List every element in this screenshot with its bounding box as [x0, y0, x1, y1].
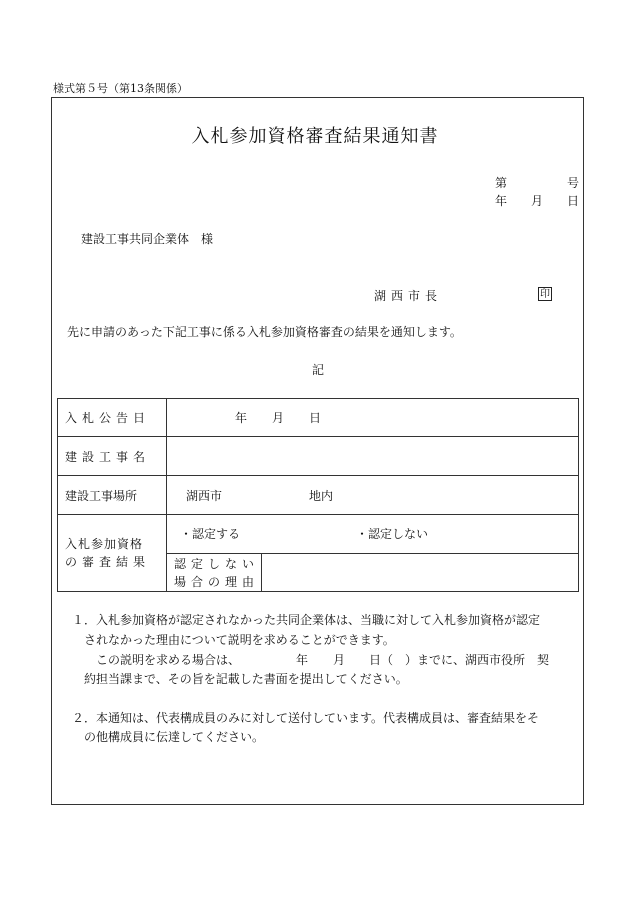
ki-heading: 記: [312, 363, 325, 377]
table-row-divider: [58, 514, 578, 515]
intro-text: 先に申請のあった下記工事に係る入札参加資格審査の結果を通知します。: [67, 325, 462, 339]
note-1-line-3-month: 月: [333, 653, 346, 667]
date-day: 日: [567, 194, 580, 208]
note-1-line-3-b: ）までに、湖西市役所 契: [405, 653, 550, 667]
note-1-line-1: １．入札参加資格が認定されなかった共同企業体は、当職に対して入札参加資格が認定: [72, 613, 541, 627]
document-title: 入札参加資格審査結果通知書: [191, 126, 439, 147]
option-reject: ・認定しない: [356, 527, 429, 541]
label-review-result-line2: の審査結果: [65, 555, 151, 569]
form-number: 様式第５号（第13条関係）: [53, 82, 188, 95]
table-column-divider: [166, 399, 167, 591]
table-row-divider: [58, 475, 578, 476]
date-year: 年: [495, 194, 508, 208]
table-row-divider: [58, 436, 578, 437]
label-reject-reason-line1: 認定しない: [174, 557, 260, 571]
site-city: 湖西市: [186, 489, 223, 503]
label-construction-name: 建設工事名: [65, 450, 151, 464]
site-area: 地内: [309, 489, 334, 503]
note-1-line-2: されなかった理由について説明を求めることができます。: [84, 633, 395, 647]
doc-number-suffix: 号: [567, 176, 580, 190]
note-1-line-3-day: 日（: [369, 653, 394, 667]
note-1-line-4: 約担当課まで、その旨を記載した書面を提出してください。: [84, 672, 408, 686]
recipient: 建設工事共同企業体 様: [81, 232, 214, 246]
label-construction-site: 建設工事場所: [65, 489, 138, 503]
note-2-line-1: ２．本通知は、代表構成員のみに対して送付しています。代表構成員は、審査結果をそ: [72, 711, 540, 725]
bid-date-day: 日: [309, 411, 322, 425]
note-1-line-3-a: この説明を求める場合は、: [96, 653, 241, 667]
option-approve: ・認定する: [180, 527, 241, 541]
bid-date-year: 年: [235, 411, 248, 425]
table-column-divider: [261, 553, 262, 591]
seal-mark: 印: [540, 289, 550, 300]
note-1-line-3-year: 年: [296, 653, 309, 667]
label-review-result-line1: 入札参加資格: [65, 537, 144, 551]
date-month: 月: [531, 194, 544, 208]
issuer: 湖西市長: [374, 289, 443, 303]
doc-number-prefix: 第: [495, 176, 508, 190]
table-row-divider: [166, 553, 578, 554]
bid-date-month: 月: [272, 411, 285, 425]
label-bid-notice-date: 入札公告日: [65, 411, 151, 425]
label-reject-reason-line2: 場合の理由: [174, 575, 260, 589]
info-table: [57, 398, 579, 592]
note-2-line-2: の他構成員に伝達してください。: [84, 730, 265, 744]
